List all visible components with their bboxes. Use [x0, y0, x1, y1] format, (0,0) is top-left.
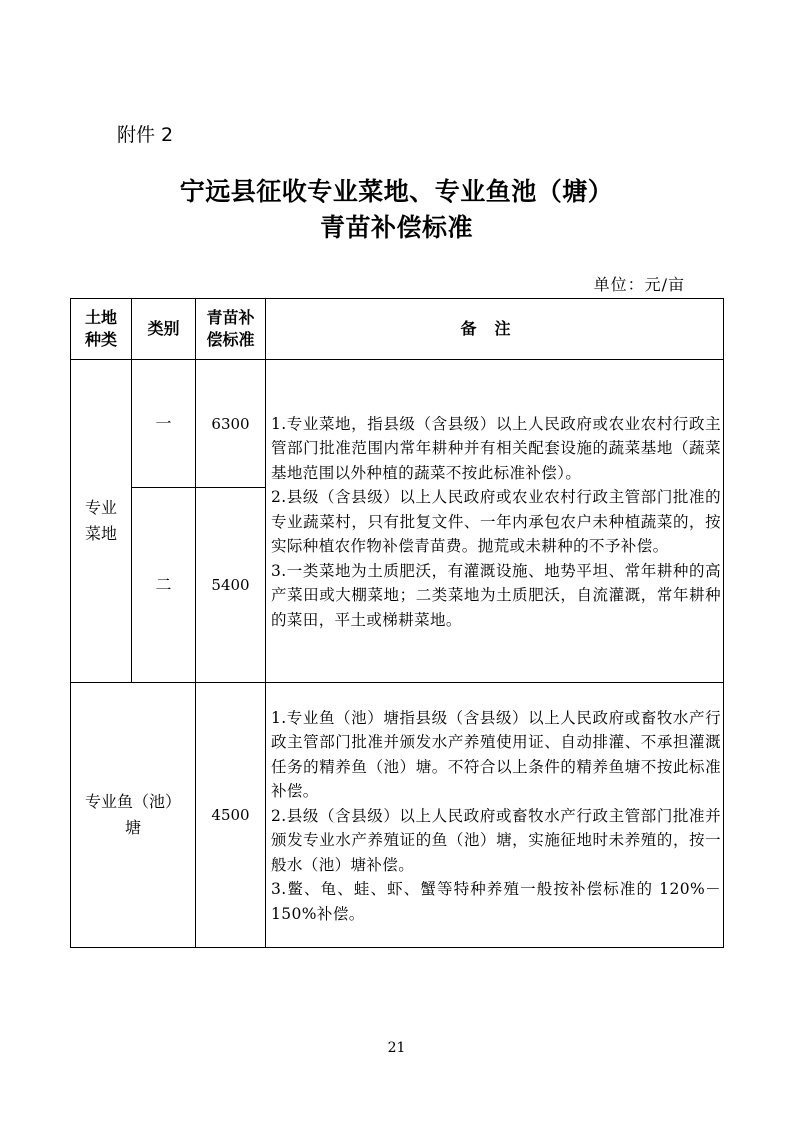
unit-label: 单位：元/亩 — [593, 275, 685, 294]
remark-paragraph: 2.县级（含县级）以上人民政府或畜牧水产行政主管部门批准并颁发专业水产养殖证的鱼（池）塘，实施征地时未养殖的，按一般水（池）塘补偿。 — [271, 806, 721, 874]
remarks-cell — [266, 683, 724, 948]
standard-cell: 6300 — [196, 360, 266, 488]
land-type-cell — [71, 683, 196, 948]
standard-cell: 4500 — [196, 683, 266, 948]
category-cell: 一 — [132, 360, 196, 488]
remark-paragraph: 3.一类菜地为土质肥沃，有灌溉设施、地势平坦、常年耕种的高产菜田或大棚菜地；二类菜地为土质肥沃，自流灌溉，常年耕种的菜田，平土或梯耕菜地。 — [271, 561, 721, 629]
remark-paragraph: 1.专业鱼（池）塘指县级（含县级）以上人民政府或畜牧水产行政主管部门批准并颁发水产养殖使用证、自动排灌、不承担灌溉任务的精养鱼（池）塘。不符合以上条件的精养鱼塘不按此标准补偿。 — [271, 708, 721, 801]
table-row — [71, 360, 724, 488]
header-standard — [196, 299, 266, 360]
land-type-line2: 塘 — [124, 818, 141, 837]
document-title-line2: 青苗补偿标准 — [319, 213, 473, 242]
land-type-line1: 专业 — [84, 498, 117, 517]
land-type-line1: 专业鱼（池） — [84, 792, 181, 811]
remarks-cell — [266, 360, 724, 683]
land-type-line2: 菜地 — [84, 524, 117, 543]
header-standard-line2: 偿标准 — [206, 330, 255, 349]
header-standard-line1: 青苗补 — [206, 308, 255, 327]
header-land-type-line2: 种类 — [84, 330, 117, 349]
table-row — [71, 683, 724, 948]
compensation-table — [70, 298, 724, 948]
attachment-label: 附件 2 — [117, 124, 174, 146]
remark-paragraph: 3.鳖、龟、蛙、虾、蟹等特种养殖一般按补偿标准的 120%－150%补偿。 — [271, 880, 721, 923]
standard-cell: 5400 — [196, 488, 266, 683]
category-cell: 二 — [132, 488, 196, 683]
remark-paragraph: 2.县级（含县级）以上人民政府或农业农村行政主管部门批准的专业蔬菜村，只有批复文件、一年内承包农户未种植蔬菜的，按实际种植农作物补偿青苗费。抛荒或未耕种的不予补偿。 — [271, 488, 721, 556]
header-category: 类别 — [132, 299, 196, 360]
header-land-type-line1: 土地 — [84, 308, 117, 327]
header-remarks: 备注 — [266, 299, 724, 360]
header-land-type — [71, 299, 132, 360]
document-title-line1: 宁远县征收专业菜地、专业鱼池（塘） — [179, 177, 614, 206]
land-type-cell — [71, 360, 132, 683]
page-number: 21 — [387, 1040, 406, 1056]
table-header-row — [71, 299, 724, 360]
remark-paragraph: 1.专业菜地，指县级（含县级）以上人民政府或农业农村行政主管部门批准范围内常年耕种并有相关配套设施的蔬菜基地（蔬菜基地范围以外种植的蔬菜不按此标准补偿）。 — [271, 414, 721, 482]
